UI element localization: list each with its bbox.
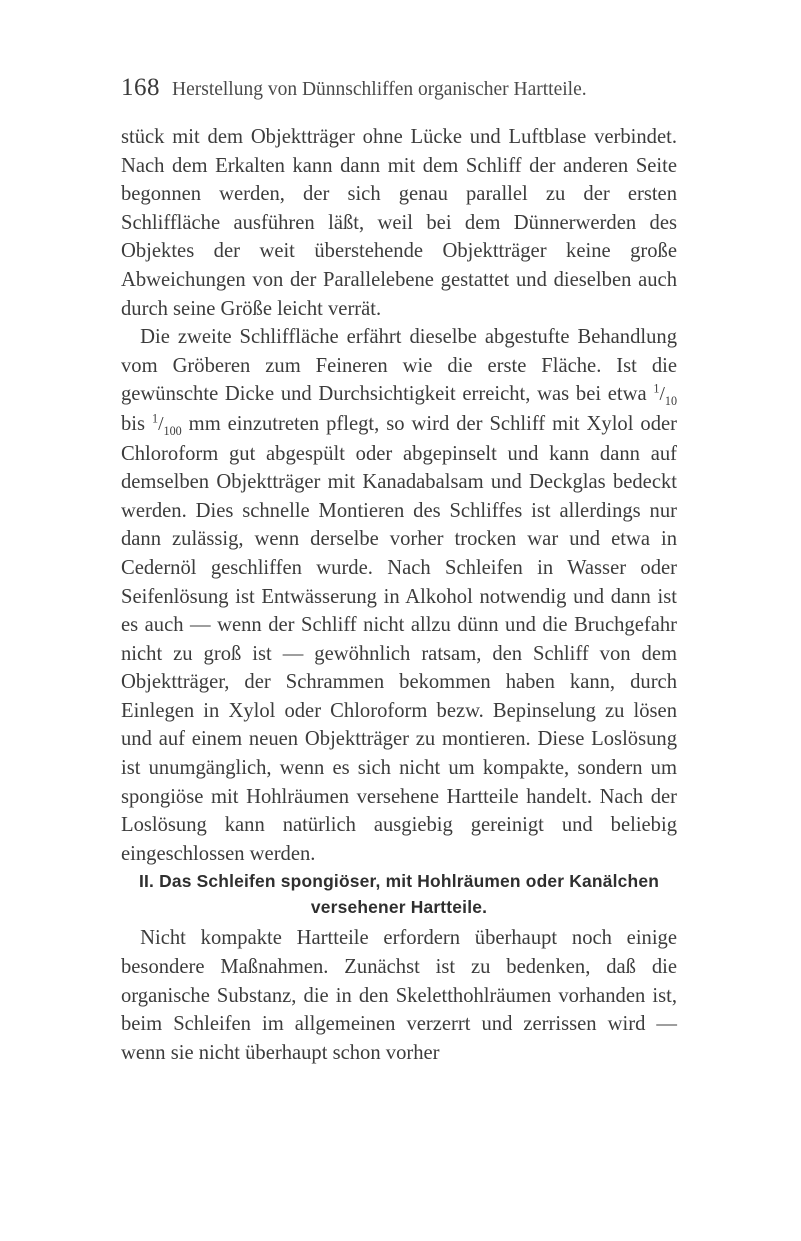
paragraph-text-end: mm einzutreten pflegt, so wird der Schliff mit Xylol oder Chloroform gut abgespült oder abgepinselt und kann dann auf demselben Objektträger mit Kanadabalsam und Deckglas bedeckt werden. Dies schnelle Montieren des Schliffes ist allerdings nur dann zulässig, wenn derselbe vorher trocken war und etwa in Cedernöl geschliffen wurde. Nach Schleifen in Wasser oder Seifenlösung ist Entwässerung in Alkohol notwendig und dann ist es auch — wenn der Schliff nicht allzu dünn und die Bruchgefahr nicht zu groß ist — gewöhnlich ratsam, den Schliff von dem Objektträger, der Schrammen bekommen haben kann, durch Einlegen in Xylol oder Chloroform bezw. Bepinselung zu lösen und auf einem neuen Objektträger zu montieren. Diese Loslösung ist unumgänglich, wenn es sich nicht um kompakte, sondern um spongiöse mit Hohlräumen versehene Hartteile handelt. Nach der Loslösung kann natürlich ausgiebig gereinigt und beliebig eingeschlossen werden. bbox=[121, 412, 677, 865]
fraction-one-hundredth: $^1/_{100}$ bbox=[152, 411, 182, 438]
paragraph-second-surface bbox=[121, 323, 677, 868]
fraction-numerator: 1 bbox=[653, 381, 660, 396]
paragraph-text-between: bis bbox=[121, 412, 146, 435]
section-heading bbox=[121, 868, 677, 920]
fraction-denominator: 100 bbox=[163, 423, 182, 438]
paragraph-text-start: Die zweite Schliffläche erfährt dieselbe abgestufte Behandlung vom Gröberen zum Feineren wie die erste Fläche. Ist die gewünschte Dicke und Durchsichtigkeit erreicht, was bei etwa bbox=[121, 326, 677, 406]
page-number: 168 bbox=[121, 74, 160, 101]
running-head bbox=[121, 74, 681, 108]
running-head-title: Herstellung von Dünnschliffen organischer Hartteile. bbox=[172, 79, 587, 100]
paragraph-spongy-parts: Nicht kompakte Hartteile erfordern überhaupt noch einige besondere Maßnahmen. Zunächst ist zu bedenken, daß die organische Substanz, die in den Skeletthohlräumen vorhanden ist, beim Schleifen im allgemeinen verzerrt und zerrissen wird — wenn sie nicht überhaupt schon vorher bbox=[121, 927, 677, 1064]
fraction-numerator: 1 bbox=[152, 411, 159, 426]
fraction-one-tenth: $^1/_{10}$ bbox=[653, 381, 677, 409]
paragraph-continuation: stück mit dem Objektträger ohne Lücke und Luftblase verbindet. Nach dem Erkalten kann dann mit dem Schliff der anderen Seite begonnen werden, der sich genau parallel zu der ersten Schliffläche ausführen läßt, weil bei dem Dünnerwerden des Objektes der weit überstehende Objektträger keine große Abweichungen von der Parallelebene gestattet und dieselben auch durch seine Größe leicht verrät. bbox=[121, 126, 677, 320]
section-heading-line-2: versehener Hartteile. bbox=[310, 897, 488, 918]
body-text bbox=[121, 123, 677, 1067]
fraction-denominator: 10 bbox=[664, 394, 677, 409]
section-heading-line-1: II. Das Schleifen spongiöser, mit Hohlräumen oder Kanälchen bbox=[138, 871, 660, 892]
